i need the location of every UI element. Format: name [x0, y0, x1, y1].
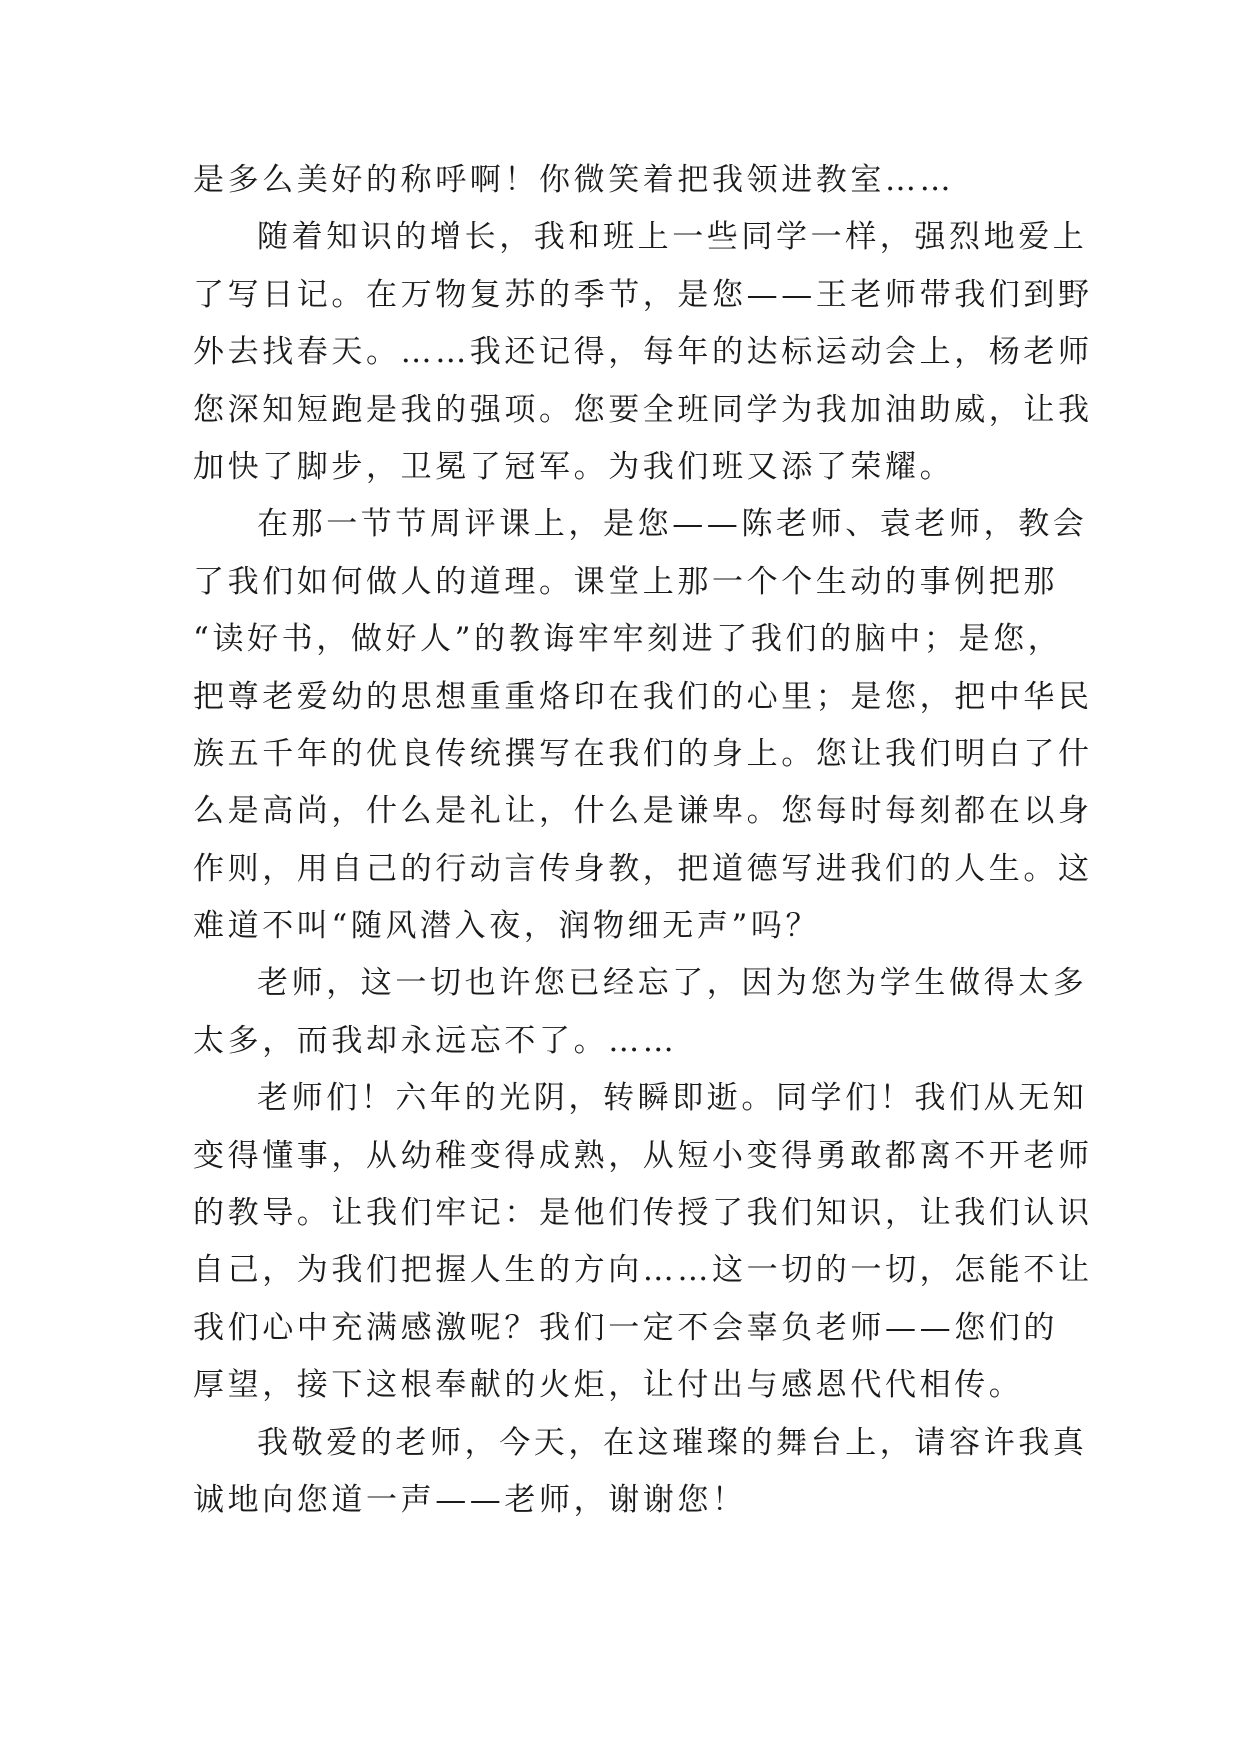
text-line: 太多，而我却永远忘不了。…… — [193, 1022, 678, 1059]
text-line: 您深知短跑是我的强项。您要全班同学为我加油助威，让我 — [193, 391, 1093, 428]
text-line: 自己，为我们把握人生的方向……这一切的一切，怎能不让 — [193, 1252, 1093, 1289]
text-line: 在那一节节周评课上，是您——陈老师、袁老师，教会 — [257, 506, 1088, 543]
text-line: 诚地向您道一声——老师，谢谢您！ — [193, 1481, 747, 1518]
text-line: 加快了脚步，卫冕了冠军。为我们班又添了荣耀。 — [193, 448, 955, 485]
body-text — [193, 152, 1093, 1529]
text-line: 我敬爱的老师，今天，在这璀璨的舞台上，请容许我真 — [257, 1424, 1088, 1461]
text-line: 老师们！六年的光阴，转瞬即逝。同学们！我们从无知 — [257, 1080, 1088, 1117]
text-line: 把尊老爱幼的思想重重烙印在我们的心里；是您，把中华民 — [193, 678, 1093, 715]
text-line: 外去找春天。……我还记得，每年的达标运动会上，杨老师 — [193, 334, 1093, 371]
text-line: 厚望，接下这根奉献的火炬，让付出与感恩代代相传。 — [193, 1367, 1024, 1404]
text-line: 随着知识的增长，我和班上一些同学一样，强烈地爱上 — [257, 219, 1088, 256]
text-line: 了我们如何做人的道理。课堂上那一个个生动的事例把那 — [193, 563, 1058, 600]
text-line: 难道不叫“随风潜入夜，润物细无声”吗？ — [193, 908, 821, 945]
text-line: 作则，用自己的行动言传身教，把道德写进我们的人生。这 — [193, 850, 1093, 887]
text-line: 老师，这一切也许您已经忘了，因为您为学生做得太多 — [257, 965, 1088, 1002]
text-line: 么是高尚，什么是礼让，什么是谦卑。您每时每刻都在以身 — [193, 793, 1093, 830]
text-line: 族五千年的优良传统撰写在我们的身上。您让我们明白了什 — [193, 735, 1093, 772]
text-line: 我们心中充满感激呢？我们一定不会辜负老师——您们的 — [193, 1309, 1058, 1346]
text-line: 的教导。让我们牢记：是他们传授了我们知识，让我们认识 — [193, 1195, 1093, 1232]
text-line: 变得懂事，从幼稚变得成熟，从短小变得勇敢都离不开老师 — [193, 1137, 1093, 1174]
text-line: 是多么美好的称呼啊！你微笑着把我领进教室…… — [193, 162, 955, 198]
text-line: “读好书，做好人”的教诲牢牢刻进了我们的脑中；是您， — [193, 621, 1063, 658]
text-line: 了写日记。在万物复苏的季节，是您——王老师带我们到野 — [193, 276, 1093, 313]
